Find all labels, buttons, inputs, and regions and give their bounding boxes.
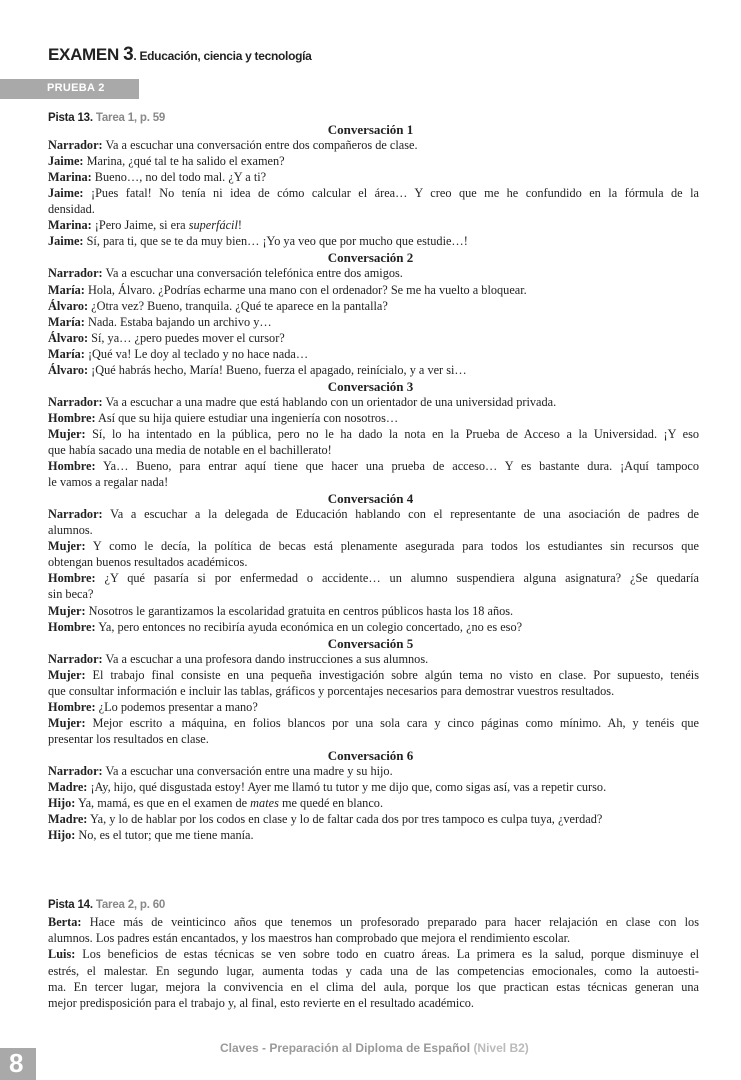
line-text: Así que su hija quiere estudiar una ingeniería con nosotros… xyxy=(95,410,399,425)
speaker-label: Jaime: xyxy=(48,154,84,169)
exam-header xyxy=(48,44,312,66)
p13-line xyxy=(48,426,699,442)
speaker-label: Mujer: xyxy=(48,667,86,682)
line-text: que consultar información e incluir las tablas, gráficos y porcentajes necesarios para demostrar vuestros resultados. xyxy=(48,683,615,698)
line-text: ¡Qué va! Le doy al teclado y no hace nada… xyxy=(84,346,309,361)
line-text: ¿Otra vez? Bueno, tranquila. ¿Qué te aparece en la pantalla? xyxy=(88,298,388,313)
p13-line xyxy=(48,233,468,249)
line-text: que había sacado una media de notable en el bachillerato! xyxy=(48,443,332,457)
line-text: Los beneficios de estas técnicas se ven sobre todo en cuatro áreas. La primera es la salud, porque disminuye el xyxy=(75,947,699,962)
p13-line xyxy=(48,795,383,811)
speaker-label: Narrador: xyxy=(48,266,103,281)
line-text: Sí, para ti, que se te da muy bien… ¡Yo ya veo que por mucho que estudie…! xyxy=(83,234,468,249)
p13-line xyxy=(48,201,95,217)
line-text: Sí, ya… ¿pero puedes mover el cursor? xyxy=(88,330,285,345)
line-text: Va a escuchar a una madre que está hablando con un orientador de una universidad privada. xyxy=(102,394,557,409)
p14-line xyxy=(48,946,699,962)
line-text: Bueno…, no del todo mal. ¿Y a ti? xyxy=(91,170,267,185)
conversation-title: Conversación 6 xyxy=(327,747,414,763)
p13-line xyxy=(48,410,398,426)
line-text: Va a escuchar a una profesora dando instrucciones a sus alumnos. xyxy=(102,651,429,666)
p13-line xyxy=(48,667,699,683)
speaker-label: Hijo: xyxy=(48,828,76,843)
p13-line xyxy=(48,506,699,522)
p13-line xyxy=(48,715,699,731)
speaker-label: Luis: xyxy=(48,947,76,962)
line-text: Ya, pero entonces no recibiría ayuda económica en un colegio concertado, ¿no es eso? xyxy=(95,619,523,634)
line-text: estrés, el malestar. En segundo lugar, aumenta todas y cada una de las competencias emocionales, como la autoesti- xyxy=(48,963,699,978)
p13-line xyxy=(48,314,272,330)
speaker-label: Mujer: xyxy=(48,715,86,730)
p13-line xyxy=(48,362,467,378)
footer-level: (Nivel B2) xyxy=(473,1041,529,1055)
speaker-label: Narrador: xyxy=(48,651,103,666)
speaker-label: Hombre: xyxy=(48,459,96,474)
line-text: Ya, mamá, es que en el examen de xyxy=(75,796,251,811)
line-text: Hola, Álvaro. ¿Podrías echarme una mano con el ordenador? Se me ha vuelto a bloquear. xyxy=(84,282,527,297)
p14-line xyxy=(48,979,699,995)
p13-line xyxy=(48,699,258,715)
speaker-label: María: xyxy=(48,314,85,329)
line-text: Y como le decía, la política de becas está plenamente asegurada para todos los estudiantes sin recursos que xyxy=(85,539,699,554)
speaker-label: Madre: xyxy=(48,780,88,795)
page-number: 8 xyxy=(9,1048,24,1078)
line-text: Ya… Bueno, para entrar aquí tiene que hacer una prueba de acceso… Y es bastante dura. ¡Aquí tampoco xyxy=(95,459,699,474)
speaker-label: Narrador: xyxy=(48,764,103,778)
p14-line xyxy=(48,995,474,1011)
line-text: Sí, lo ha intentado en la pública, pero no le ha dado la nota en la Prueba de Acceso a la Universidad. ¡Y eso xyxy=(85,426,699,441)
p13-line xyxy=(48,282,527,298)
speaker-label: Hombre: xyxy=(48,699,96,714)
line-text: ¿Y qué pasaría si por enfermedad o accidente… un alumno suspendiera alguna asignatura? ¿Se quedaría xyxy=(95,571,699,586)
speaker-label: Marina: xyxy=(48,218,92,233)
conversation-title: Conversación 5 xyxy=(327,635,414,651)
p14-line xyxy=(48,914,699,930)
line-text: me quedé en blanco. xyxy=(278,796,384,811)
line-text: Va a escuchar una conversación entre una madre y su hijo. xyxy=(102,764,393,778)
speaker-label: María: xyxy=(48,282,85,297)
speaker-label: Narrador: xyxy=(48,138,103,153)
speaker-label: Álvaro: xyxy=(48,298,89,313)
p13-line xyxy=(48,554,247,570)
p13-line xyxy=(48,458,699,474)
exam-number: 3 xyxy=(123,44,134,65)
p13-line xyxy=(48,763,393,779)
speaker-label: Hombre: xyxy=(48,571,96,586)
line-text: No, es el tutor; que me tiene manía. xyxy=(75,828,254,843)
p13-line xyxy=(48,217,242,233)
line-text: alumnos. Los padres están encantados, y los maestros han comprobado que mejora el rendimiento escolar. xyxy=(48,931,571,946)
speaker-label: Marina: xyxy=(48,170,92,185)
speaker-label: Madre: xyxy=(48,812,88,827)
pista-label: Pista 13. xyxy=(48,112,93,124)
conversation-title: Conversación 2 xyxy=(327,250,414,266)
p13-line xyxy=(48,153,285,169)
p13-line xyxy=(48,265,403,281)
line-text: Ya, y lo de hablar por los codos en clase y lo de faltar cada dos por tres tampoco es culpa tuya, ¿verdad? xyxy=(87,812,603,827)
p13-line xyxy=(48,570,699,586)
p13-line xyxy=(48,522,93,538)
p13-line xyxy=(48,169,266,185)
speaker-label: Hombre: xyxy=(48,410,96,425)
line-text: Marina, ¿qué tal te ha salido el examen? xyxy=(83,154,285,169)
speaker-label: Hombre: xyxy=(48,619,96,634)
line-text: Mejor escrito a máquina, en folios blancos por una sola cara y cinco páginas como mínimo. Ah, y tenéis que xyxy=(85,715,699,730)
p13-line xyxy=(48,827,254,843)
p13-line xyxy=(48,586,93,602)
exam-label: EXAMEN xyxy=(48,45,119,64)
p13-line xyxy=(48,619,522,635)
pista-label: Pista 14. xyxy=(48,899,93,911)
prueba-band xyxy=(0,79,139,99)
footer-title: Claves - Preparación al Diploma de Español xyxy=(220,1041,471,1055)
p13-line xyxy=(48,298,388,314)
line-text: Va a escuchar a la delegada de Educación hablando con el representante de una asociación de padres de xyxy=(102,507,699,522)
line-text: ma. En tercer lugar, mejora la convivencia en el clima del aula, porque los que practican estas técnicas generan una xyxy=(48,979,699,994)
line-text: ! xyxy=(237,218,242,233)
line-text: ¡Pues fatal! No tenía ni idea de cómo calcular el área… Y creo que me he confundido en la fórmula de la xyxy=(83,186,699,201)
line-text: mejor predisposición para el trabajo y, al final, esto revierte en el resultado académico. xyxy=(48,996,475,1010)
line-text: sin beca? xyxy=(48,587,94,602)
speaker-label: Mujer: xyxy=(48,539,86,554)
line-text: presentar los resultados en clase. xyxy=(48,731,209,746)
exam-section: . Educación, ciencia y tecnología xyxy=(133,49,312,63)
p13-line xyxy=(48,346,308,362)
emphasis-text: superfácil xyxy=(188,218,238,233)
line-text: ¡Pero Jaime, si era xyxy=(91,218,189,233)
prueba-label: PRUEBA 2 xyxy=(47,82,105,94)
line-text: alumnos. xyxy=(48,523,93,538)
line-text: le vamos a regalar nada! xyxy=(48,475,169,490)
speaker-label: Mujer: xyxy=(48,426,86,441)
p13-line xyxy=(48,603,513,619)
line-text: densidad. xyxy=(48,202,95,217)
p13-line xyxy=(48,651,428,667)
p13-line xyxy=(48,811,602,827)
conversation-title: Conversación 1 xyxy=(327,122,414,137)
speaker-label: Jaime: xyxy=(48,234,84,249)
p13-line xyxy=(48,330,285,346)
line-text: Va a escuchar una conversación telefónica entre dos amigos. xyxy=(102,266,403,281)
emphasis-text: mates xyxy=(250,796,279,811)
pista-14-heading xyxy=(48,899,165,911)
line-text: ¡Qué habrás hecho, María! Bueno, fuerza el apagado, reinícialo, y a ver si… xyxy=(88,362,467,377)
p13-line xyxy=(48,779,606,795)
speaker-label: María: xyxy=(48,346,85,361)
p13-line xyxy=(48,185,699,201)
line-text: ¡Ay, hijo, qué disgustada estoy! Ayer me llamó tu tutor y me dijo que, como sigas así, vas a repetir curso. xyxy=(87,780,607,795)
tarea-label: Tarea 2, p. 60 xyxy=(95,899,166,911)
conversation-title: Conversación 3 xyxy=(327,378,414,394)
p14-line xyxy=(48,963,699,979)
line-text: El trabajo final consiste en una pequeña investigación sobre algún tema no visto en clase. Por supuesto, tenéis xyxy=(85,667,699,682)
p13-line xyxy=(48,394,556,410)
footer xyxy=(220,1041,529,1055)
speaker-label: Mujer: xyxy=(48,603,86,618)
conversation-title: Conversación 4 xyxy=(327,491,414,507)
speaker-label: Narrador: xyxy=(48,507,103,522)
line-text: Nosotros le garantizamos la escolaridad gratuita en centros públicos hasta los 18 años. xyxy=(85,603,514,618)
speaker-label: Álvaro: xyxy=(48,330,89,345)
speaker-label: Álvaro: xyxy=(48,362,89,377)
p13-line xyxy=(48,137,418,153)
speaker-label: Jaime: xyxy=(48,186,84,201)
p13-line xyxy=(48,474,168,490)
line-text: Va a escuchar una conversación entre dos compañeros de clase. xyxy=(102,138,418,153)
p13-line xyxy=(48,683,614,699)
p13-line xyxy=(48,731,209,747)
p13-line xyxy=(48,538,699,554)
page-number-box xyxy=(0,1048,36,1080)
line-text: obtengan buenos resultados académicos. xyxy=(48,555,248,570)
line-text: ¿Lo podemos presentar a mano? xyxy=(95,699,258,714)
speaker-label: Berta: xyxy=(48,915,82,929)
line-text: Nada. Estaba bajando un archivo y… xyxy=(84,314,272,329)
line-text: Hace más de veinticinco años que tenemos un profesorado preparado para hacer relajación en clase con los xyxy=(81,915,699,929)
p13-line xyxy=(48,442,332,458)
tarea-label: Tarea 1, p. 59 xyxy=(95,112,166,124)
speaker-label: Hijo: xyxy=(48,796,76,811)
p14-line xyxy=(48,930,570,946)
speaker-label: Narrador: xyxy=(48,394,103,409)
